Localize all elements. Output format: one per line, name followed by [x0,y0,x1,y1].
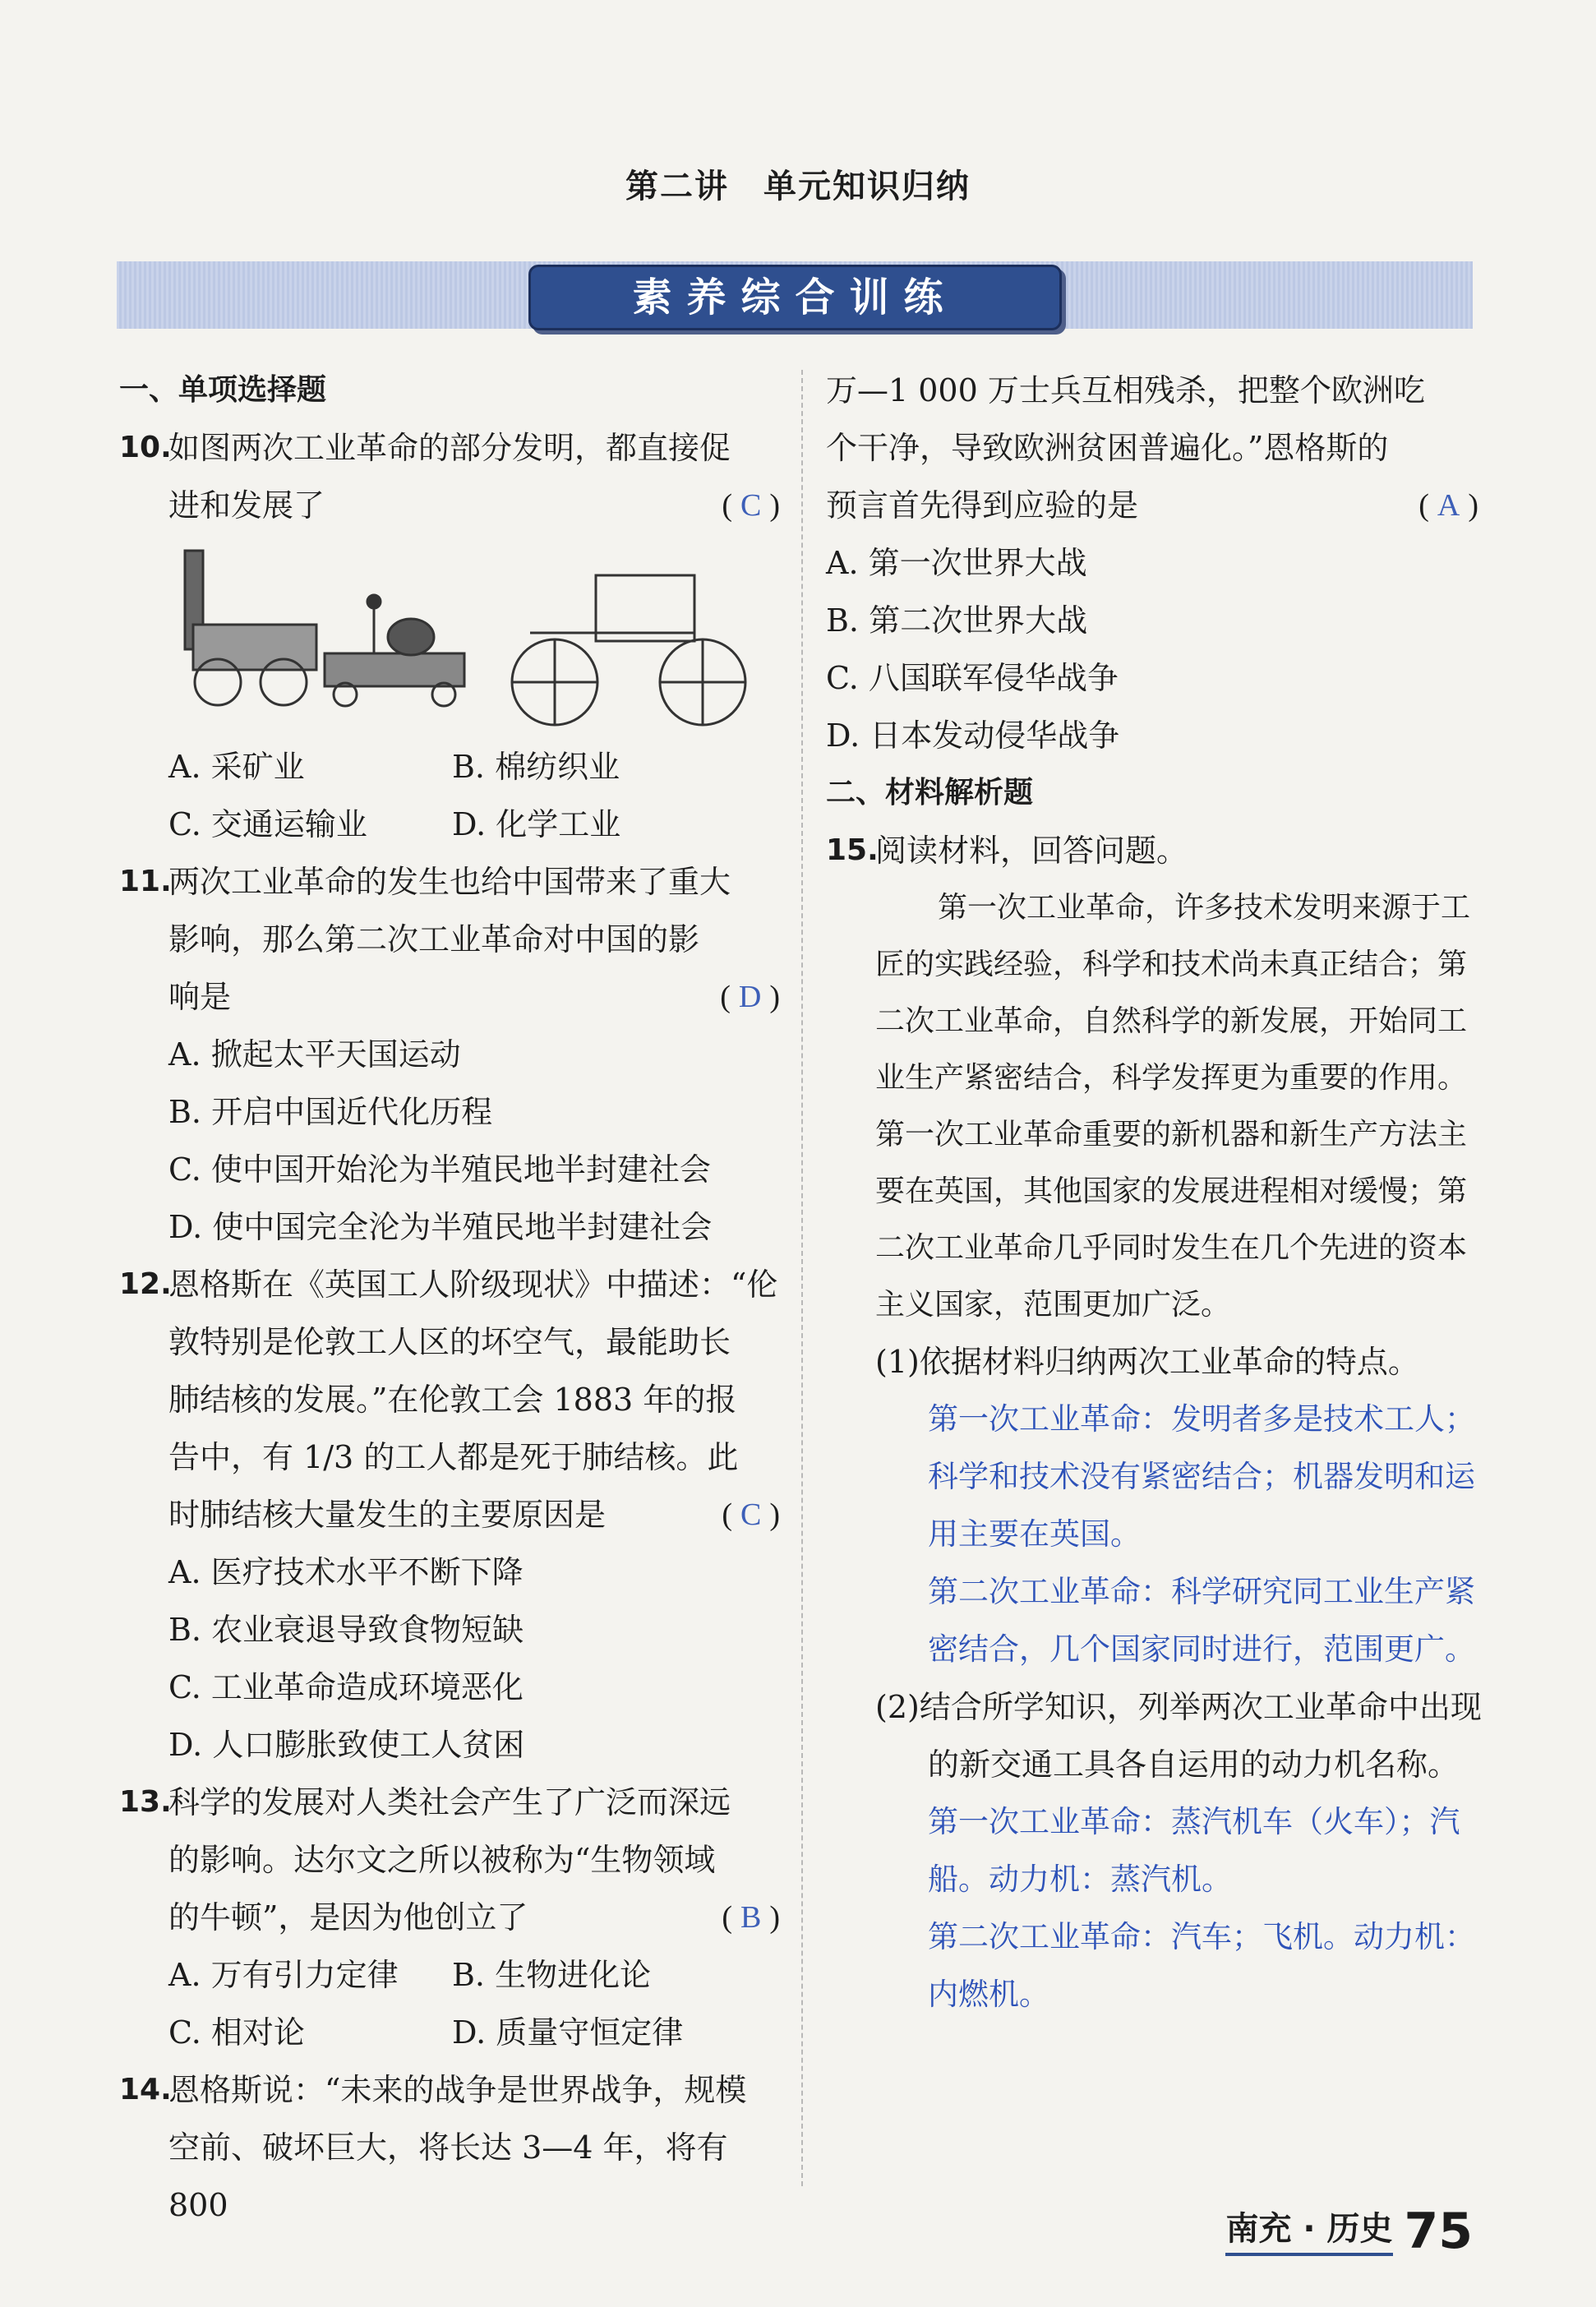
option-a: A. 采矿业 [168,749,305,785]
question-text: 恩格斯在《英国工人阶级现状》中描述：“伦 [168,1267,778,1303]
answer: D [738,980,767,1014]
answer-bracket: ( D ) [720,980,785,1014]
section-heading: 二、材料解析题 [826,776,1034,810]
option-b: B. 生物进化论 [452,1957,652,1993]
option-a: A. 万有引力定律 [168,1957,399,1993]
question-text: 阅读材料，回答问题。 [875,833,1188,869]
section-banner: 素养综合训练 [528,265,1062,330]
question-text: 告中，有 1/3 的工人都是死于肺结核。此 [168,1439,739,1475]
option-c: C. 交通运输业 [168,806,367,842]
question-15 [826,822,1483,879]
option-c: C. 使中国开始沦为半殖民地半封建社会 [168,1151,711,1188]
question-text: 如图两次工业革命的部分发明，都直接促 [168,430,731,466]
question-text: 敦特别是伦敦工人区的坏空气，最能助长 [168,1324,731,1360]
answer-text: 第二次工业革命：汽车；飞机。动力机：内燃机。 [928,1919,1475,2012]
answer-bracket: ( B ) [722,1900,785,1935]
question-14 [119,2061,785,2234]
question-text: 肺结核的发展。”在伦敦工会 1883 年的报 [168,1382,737,1418]
book-label: 南充 · 历史 [1225,2203,1392,2256]
question-10 [119,419,785,534]
answer-bracket: ( A ) [1418,488,1483,523]
question-text: 万—1 000 万士兵互相残杀，把整个欧洲吃 [826,372,1425,408]
left-column [119,362,785,2234]
inventions-illustration [168,542,785,731]
page-footer [1225,2203,1473,2260]
page-title: 第二讲 单元知识归纳 [625,168,971,205]
answer-bracket: ( C ) [722,488,785,523]
answer-text: 第一次工业革命：蒸汽机车（火车）；汽船。动力机：蒸汽机。 [928,1804,1460,1897]
answer: B [740,1900,767,1935]
question-number: 12. [119,1267,172,1301]
option-d: D. 使中国完全沦为半殖民地半封建社会 [168,1209,713,1245]
right-column [826,362,1483,2023]
options-row [119,1946,785,2004]
question-12 [119,1256,785,1543]
options-row [119,738,785,796]
option-d: D. 质量守恒定律 [452,2014,684,2051]
question-text: 两次工业革命的发生也给中国带来了重大 [168,864,731,900]
question-text: 影响，那么第二次工业革命对中国的影 [168,921,700,957]
question-number: 13. [119,1785,172,1819]
question-text: 恩格斯说：“未来的战争是世界战争，规模 [168,2072,747,2108]
answer-text: 第二次工业革命：科学研究同工业生产紧密结合，几个国家同时进行，范围更广。 [928,1574,1475,1667]
question-text: 的影响。达尔文之所以被称为“生物领域 [168,1842,716,1878]
option-d: D. 化学工业 [452,806,621,842]
question-11 [119,853,785,1026]
column-divider [801,370,803,2186]
question-text: 的牛顿”，是因为他创立了 [168,1899,528,1936]
section-heading: 一、单项选择题 [119,373,327,407]
sub-question-1 [826,1333,1483,1391]
question-text: 响是 [168,979,232,1015]
page-number: 75 [1404,2203,1473,2260]
option-b: B. 开启中国近代化历程 [168,1094,493,1130]
sub-question-text: (1)依据材料归纳两次工业革命的特点。 [875,1344,1419,1380]
option-a: A. 掀起太平天国运动 [168,1036,461,1073]
answer-bracket: ( C ) [722,1497,785,1532]
question-text: 空前、破坏巨大，将长达 3—4 年，将有 800 [168,2129,728,2223]
sub-question-text: (2)结合所学知识，列举两次工业革命中出现的新交通工具各自运用的动力机名称。 [875,1689,1482,1783]
question-number: 15. [826,833,879,867]
option-b: B. 农业衰退导致食物短缺 [168,1612,524,1648]
question-text: 时肺结核大量发生的主要原因是 [168,1497,607,1533]
options-row [119,796,785,853]
option-c: C. 八国联军侵华战争 [826,660,1119,696]
answer: C [740,1497,767,1532]
question-number: 11. [119,865,172,898]
reading-material: 第一次工业革命，许多技术发明来源于工匠的实践经验，科学和技术尚未真正结合；第二次工业革命，自然科学的新发展，开始同工业生产紧密结合，科学发挥更为重要的作用。第一次工业革命重要的新机器和新生产方法主要在英国，其他国家的发展进程相对缓慢；第二次工业革命几乎同时发生在几个先进的资本主义国家，范围更加广泛。 [875,891,1471,1322]
option-c: C. 工业革命造成环境恶化 [168,1669,524,1705]
option-b: B. 第二次世界大战 [826,602,1088,639]
question-number: 10. [119,431,172,464]
answer: C [740,488,767,523]
question-text: 科学的发展对人类社会产生了广泛而深远 [168,1784,731,1820]
question-text: 进和发展了 [168,487,325,524]
option-c: C. 相对论 [168,2014,305,2051]
option-a: A. 医疗技术水平不断下降 [168,1554,524,1590]
question-13 [119,1774,785,1946]
locomotive-and-car-image [168,542,760,731]
answer-text: 第一次工业革命：发明者多是技术工人；科学和技术没有紧密结合；机器发明和运用主要在英国。 [928,1401,1475,1552]
options-row [119,2004,785,2061]
answer: A [1437,488,1465,523]
question-number: 14. [119,2073,172,2106]
option-a: A. 第一次世界大战 [826,545,1087,581]
question-text: 个干净，导致欧洲贫困普遍化。”恩格斯的 [826,430,1389,466]
sub-question-2 [826,1678,1483,1793]
option-b: B. 棉纺织业 [452,749,620,785]
option-d: D. 日本发动侵华战争 [826,717,1120,754]
option-d: D. 人口膨胀致使工人贫困 [168,1727,525,1763]
question-text: 预言首先得到应验的是 [826,487,1139,524]
